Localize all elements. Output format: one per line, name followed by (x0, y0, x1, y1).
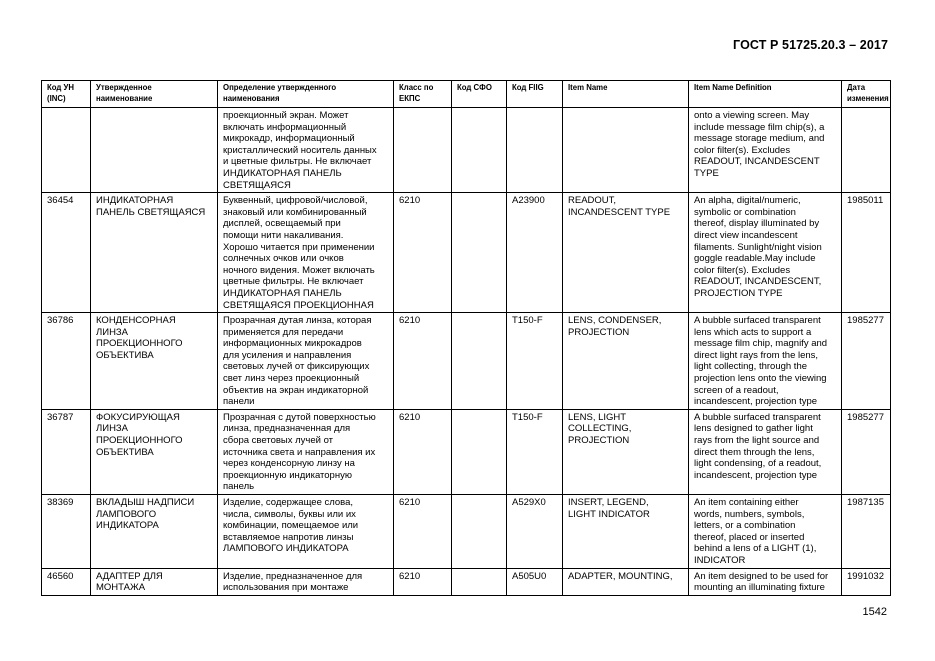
document-header-title: ГОСТ Р 51725.20.3 – 2017 (733, 38, 888, 52)
cell-fiig: A529X0 (507, 495, 563, 569)
table-row (42, 313, 891, 410)
table-row (42, 409, 891, 494)
column-header-date: Дата изменения (842, 81, 891, 108)
column-header-inc: Код УН (INC) (42, 81, 91, 108)
cell-item-definition: onto a viewing screen. May include message film chip(s), a message storage medium, and color filter(s). Excludes READOUT, INCANDESCENT TYPE (689, 108, 842, 193)
cell-class: 6210 (394, 409, 452, 494)
cell-class: 6210 (394, 313, 452, 410)
cell-sfo (452, 568, 507, 595)
cell-inc: 36786 (42, 313, 91, 410)
table-row (42, 108, 891, 193)
column-header-approved-name: Утвержденное наименование (91, 81, 218, 108)
cell-definition: Буквенный, цифровой/числовой, знаковый или комбинированный дисплей, освещаемый при помощи нити накаливания. Хорошо читается при применении солнечных очков или очков ночного видения. Может включать цветные фильтры. Не включает ИНДИКАТОРНАЯ ПАНЕЛЬ СВЕТЯЩАЯСЯ ПРОЕКЦИОННАЯ (218, 193, 394, 313)
column-header-definition: Определение утвержденного наименования (218, 81, 394, 108)
table-header-row (42, 81, 891, 108)
cell-definition: проекционный экран. Может включать информационный микрокадр, информационный кристаллический носитель данных и цветные фильтры. Не включает ИНДИКАТОРНАЯ ПАНЕЛЬ СВЕТЯЩАЯСЯ (218, 108, 394, 193)
cell-definition: Прозрачная с дутой поверхностью линза, предназначенная для сбора световых лучей от источника света и направления их через конденсорную линзу на проекционную индикаторную панель (218, 409, 394, 494)
table-row (42, 495, 891, 569)
cell-item-name: LENS, CONDENSER, PROJECTION (563, 313, 689, 410)
cell-item-definition: A bubble surfaced transparent lens which acts to support a message film chip, magnify and direct light rays from the lens, light collecting, through the projection lens onto the viewing screen of a readout, incandescent, projection type (689, 313, 842, 410)
cell-inc (42, 108, 91, 193)
cell-approved-name: ВКЛАДЫШ НАДПИСИ ЛАМПОВОГО ИНДИКАТОРА (91, 495, 218, 569)
cell-item-name: LENS, LIGHT COLLECTING, PROJECTION (563, 409, 689, 494)
cell-date: 1985011 (842, 193, 891, 313)
table-row (42, 568, 891, 595)
cell-fiig: A505U0 (507, 568, 563, 595)
cell-item-definition: A bubble surfaced transparent lens designed to gather light rays from the light source and direct them through the lens, light condensing, of a readout, incandescent, projection type (689, 409, 842, 494)
cell-class: 6210 (394, 193, 452, 313)
cell-approved-name: КОНДЕНСОРНАЯ ЛИНЗА ПРОЕКЦИОННОГО ОБЪЕКТИВА (91, 313, 218, 410)
page-number: 1542 (862, 606, 887, 618)
column-header-item-name: Item Name (563, 81, 689, 108)
cell-definition: Прозрачная дутая линза, которая применяется для передачи информационных микрокадров для усиления и направления световых лучей от фиксирующих свет линз через проекционный объектив на экран индикаторной панели (218, 313, 394, 410)
cell-item-definition: An item designed to be used for mounting an illuminating fixture (689, 568, 842, 595)
cell-class (394, 108, 452, 193)
cell-date (842, 108, 891, 193)
cell-inc: 46560 (42, 568, 91, 595)
cell-inc: 38369 (42, 495, 91, 569)
catalog-table (41, 80, 891, 596)
cell-approved-name: АДАПТЕР ДЛЯ МОНТАЖА (91, 568, 218, 595)
cell-item-definition: An item containing either words, numbers, symbols, letters, or a combination thereof, placed or inserted behind a lens of a LIGHT (1), INDICATOR (689, 495, 842, 569)
column-header-sfo: Код СФО (452, 81, 507, 108)
cell-date: 1991032 (842, 568, 891, 595)
cell-item-name: ADAPTER, MOUNTING, (563, 568, 689, 595)
cell-definition: Изделие, содержащее слова, числа, символы, буквы или их комбинации, помещаемое или вставляемое напротив линзы ЛАМПОВОГО ИНДИКАТОРА (218, 495, 394, 569)
cell-class: 6210 (394, 495, 452, 569)
cell-sfo (452, 193, 507, 313)
cell-item-definition: An alpha, digital/numeric, symbolic or combination thereof, display illuminated by direct view incandescent filaments. Sunlight/night vision goggle readable.May include color filter(s). Excludes READOUT, INCANDESCENT, PROJECTION TYPE (689, 193, 842, 313)
cell-date: 1985277 (842, 409, 891, 494)
table-row (42, 193, 891, 313)
cell-approved-name (91, 108, 218, 193)
cell-sfo (452, 409, 507, 494)
cell-date: 1987135 (842, 495, 891, 569)
column-header-class: Класс по ЕКПС (394, 81, 452, 108)
column-header-item-definition: Item Name Definition (689, 81, 842, 108)
cell-fiig: A23900 (507, 193, 563, 313)
cell-approved-name: ФОКУСИРУЮЩАЯ ЛИНЗА ПРОЕКЦИОННОГО ОБЪЕКТИВА (91, 409, 218, 494)
cell-item-name (563, 108, 689, 193)
cell-class: 6210 (394, 568, 452, 595)
column-header-fiig: Код FIIG (507, 81, 563, 108)
cell-date: 1985277 (842, 313, 891, 410)
cell-fiig: T150-F (507, 313, 563, 410)
cell-fiig: T150-F (507, 409, 563, 494)
cell-inc: 36454 (42, 193, 91, 313)
cell-sfo (452, 495, 507, 569)
cell-definition: Изделие, предназначенное для использования при монтаже (218, 568, 394, 595)
cell-approved-name: ИНДИКАТОРНАЯ ПАНЕЛЬ СВЕТЯЩАЯСЯ (91, 193, 218, 313)
cell-item-name: INSERT, LEGEND, LIGHT INDICATOR (563, 495, 689, 569)
cell-sfo (452, 108, 507, 193)
cell-item-name: READOUT, INCANDESCENT TYPE (563, 193, 689, 313)
cell-sfo (452, 313, 507, 410)
cell-inc: 36787 (42, 409, 91, 494)
cell-fiig (507, 108, 563, 193)
